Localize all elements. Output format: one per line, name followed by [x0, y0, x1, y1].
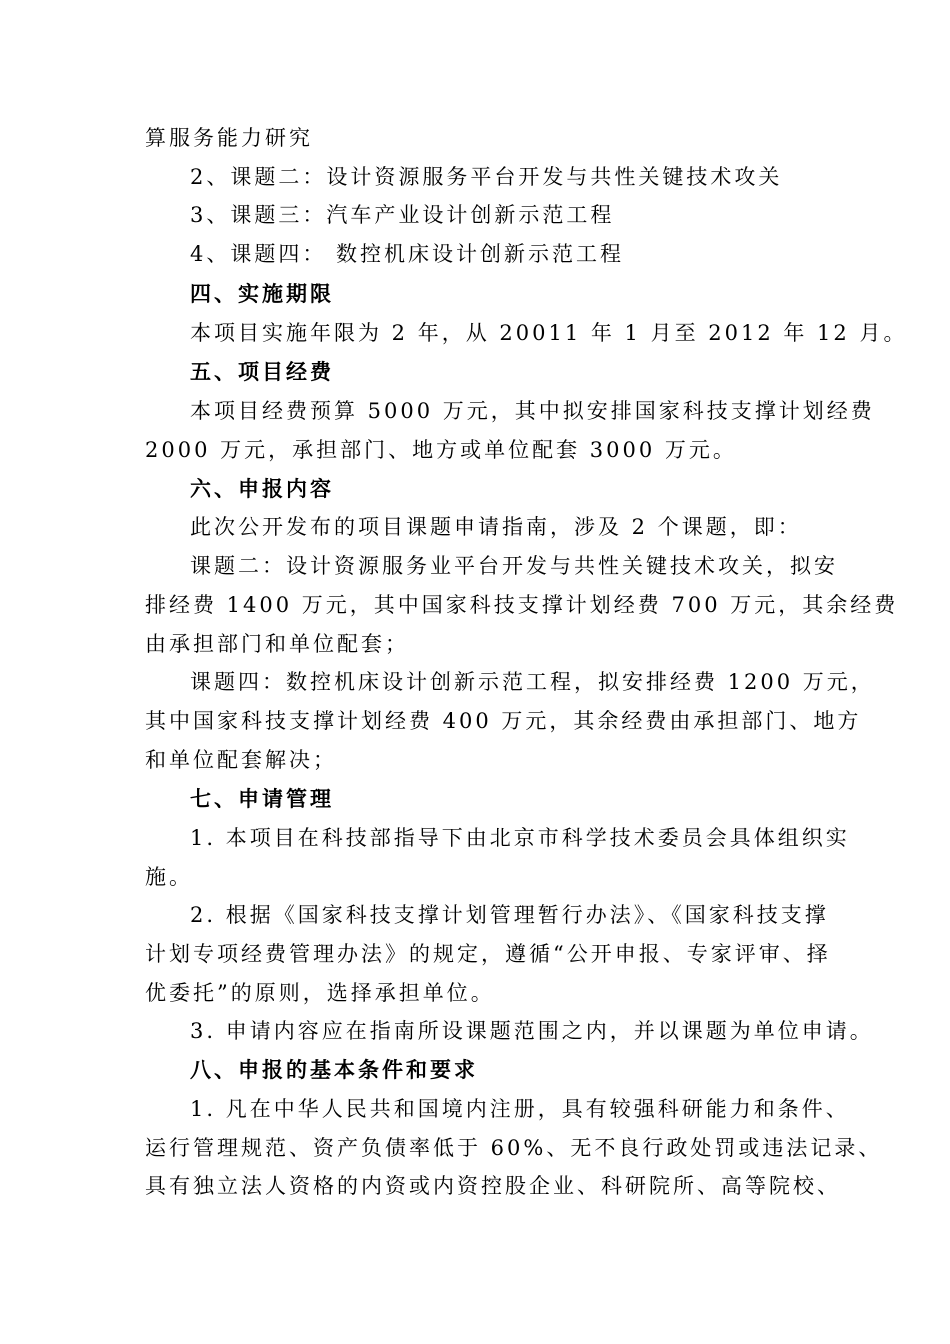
text-line: 课题二：设计资源服务业平台开发与共性关键技术攻关，拟安 — [190, 554, 838, 578]
list-item: 3、课题三：汽车产业设计创新示范工程 — [190, 203, 615, 227]
text-line: 排经费 1400 万元，其中国家科技支撑计划经费 700 万元，其余经费 — [145, 593, 899, 617]
text-line: 其中国家科技支撑计划经费 400 万元，其余经费由承担部门、地方 — [145, 709, 862, 733]
text-line: 优委托”的原则，选择承担单位。 — [145, 981, 495, 1005]
text-line: 本项目实施年限为 2 年，从 20011 年 1 月至 2012 年 12 月。 — [190, 321, 908, 345]
text-line: 此次公开发布的项目课题申请指南，涉及 2 个课题，即： — [190, 515, 802, 539]
text-line: 和单位配套解决； — [145, 748, 337, 772]
text-line: 施。 — [145, 865, 193, 889]
text-line: 课题四：数控机床设计创新示范工程，拟安排经费 1200 万元， — [190, 670, 875, 694]
text-line: 3. 申请内容应在指南所设课题范围之内，并以课题为单位申请。 — [190, 1019, 874, 1043]
text-line: 运行管理规范、资产负债率低于 60%、无不良行政处罚或违法记录、 — [145, 1136, 883, 1160]
list-item: 2、课题二：设计资源服务平台开发与共性关键技术攻关 — [190, 165, 783, 189]
section-heading: 四、实施期限 — [190, 282, 334, 306]
text-line: 由承担部门和单位配套； — [145, 632, 409, 656]
section-heading: 八、申报的基本条件和要求 — [190, 1058, 478, 1082]
text-line: 2. 根据《国家科技支撑计划管理暂行办法》、《国家科技支撑 — [190, 903, 829, 927]
text-line: 2000 万元，承担部门、地方或单位配套 3000 万元。 — [145, 438, 737, 462]
text-line: 具有独立法人资格的内资或内资控股企业、科研院所、高等院校、 — [145, 1174, 841, 1198]
list-item: 4、课题四： 数控机床设计创新示范工程 — [190, 242, 625, 266]
text-line: 1. 本项目在科技部指导下由北京市科学技术委员会具体组织实 — [190, 826, 850, 850]
text-line: 本项目经费预算 5000 万元，其中拟安排国家科技支撑计划经费 — [190, 399, 875, 423]
section-heading: 五、项目经费 — [190, 360, 334, 384]
text-line: 计划专项经费管理办法》的规定，遵循“公开申报、专家评审、择 — [145, 942, 831, 966]
section-heading: 六、申报内容 — [190, 477, 334, 501]
text-line: 算服务能力研究 — [145, 126, 313, 150]
section-heading: 七、申请管理 — [190, 787, 334, 811]
text-line: 1. 凡在中华人民共和国境内注册，具有较强科研能力和条件、 — [190, 1097, 850, 1121]
